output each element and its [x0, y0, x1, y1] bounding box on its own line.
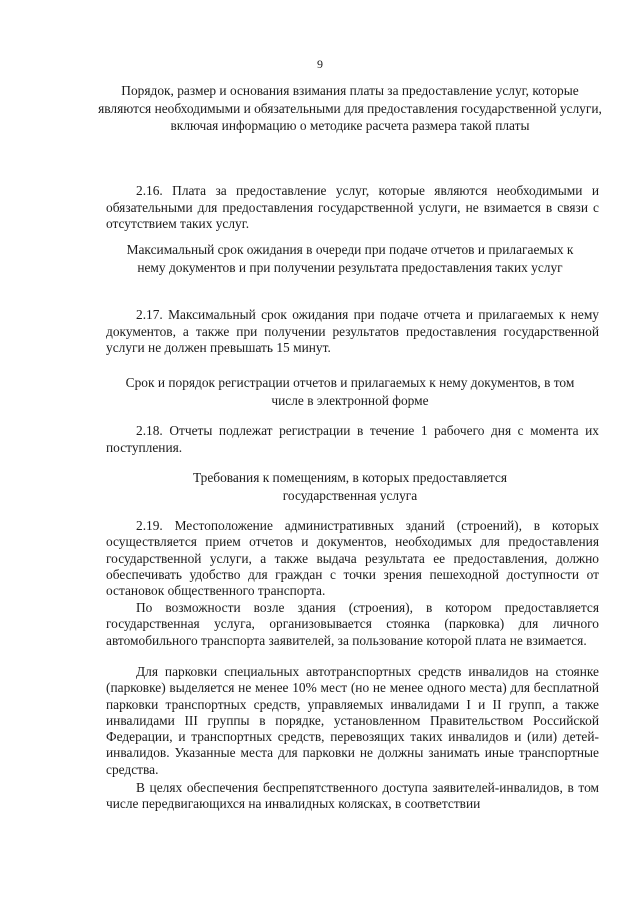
- paragraph-2-19: 2.19. Местоположение административных зданий (строений), в которых осуществляется прием отчетов и документов, необходимых для предоставления государственной услуги, а также выдача результата ее предоставления, должно обеспечивать удобство для граждан с точки зрения пешеходной доступности от остановок общественного транспорта.: [106, 518, 599, 599]
- paragraph-disabled-parking: Для парковки специальных автотранспортных средств инвалидов на стоянке (парковке) выделяется не менее 10% мест (но не менее одного места) для бесплатной парковки транспортных средств, управляемых инвалидами I и II групп, а также инвалидами III группы в порядке, установленном Правительством Российской Федерации, и транспортных средств, перевозящих таких инвалидов и (или) детей-инвалидов. Указанные места для парковки не должны занимать иные транспортные средства.: [106, 664, 599, 777]
- page-number: 9: [317, 57, 323, 71]
- paragraph-2-17: 2.17. Максимальный срок ожидания при подаче отчета и прилагаемых к нему документов, а также при получении результатов предоставления государственной услуги не должен превышать 15 минут.: [106, 307, 599, 356]
- paragraph-2-16: 2.16. Плата за предоставление услуг, которые являются необходимыми и обязательными для предоставления государственной услуги, не взимается в связи с отсутствием таких услуг.: [106, 183, 599, 232]
- section-heading-queue-time: Максимальный срок ожидания в очереди при подаче отчетов и прилагаемых к нему документов и при получении результата предоставления таких услуг: [126, 242, 574, 275]
- section-heading-premises: Требования к помещениям, в которых предоставляется государственная услуга: [192, 470, 508, 503]
- section-heading-fees: Порядок, размер и основания взимания платы за предоставление услуг, которые являются необходимыми и обязательными для предоставления государственной услуги, включая информацию о методике расчета размера такой платы: [98, 83, 602, 133]
- paragraph-accessibility: В целях обеспечения беспрепятственного доступа заявителей-инвалидов, в том числе передвигающихся на инвалидных колясках, в соответствии: [106, 780, 599, 812]
- paragraph-parking: По возможности возле здания (строения), в котором предоставляется государственная услуга, организовывается стоянка (парковка) для личного автомобильного транспорта заявителей, за пользование которой плата не взимается.: [106, 600, 599, 648]
- paragraph-2-18: 2.18. Отчеты подлежат регистрации в течение 1 рабочего дня с момента их поступления.: [106, 423, 599, 455]
- section-heading-registration: Срок и порядок регистрации отчетов и прилагаемых к нему документов, в том числе в электронной форме: [125, 375, 575, 408]
